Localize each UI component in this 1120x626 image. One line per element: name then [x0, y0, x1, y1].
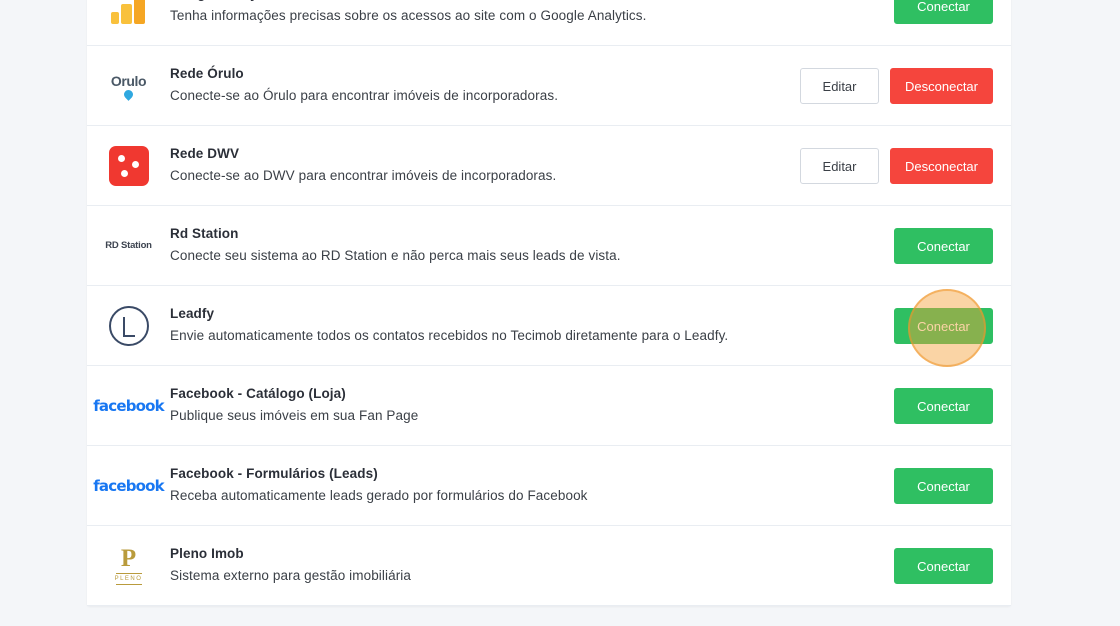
edit-button[interactable]: Editar — [800, 68, 879, 104]
integration-actions — [894, 0, 993, 24]
integration-actions — [800, 148, 993, 184]
integration-actions — [894, 548, 993, 584]
integration-row — [87, 0, 1011, 46]
connect-button[interactable]: Conectar — [894, 468, 993, 504]
integration-text — [170, 145, 800, 186]
integration-title — [170, 0, 894, 3]
integration-text — [170, 225, 894, 266]
integration-title: Facebook - Formulários (Leads) — [170, 466, 378, 481]
integration-description: Conecte-se ao Órulo para encontrar imóveis de incorporadoras. — [170, 88, 559, 103]
integration-logo-cell — [87, 206, 170, 286]
integration-title: Rede Órulo — [170, 66, 244, 81]
integration-description: Envie automaticamente todos os contatos recebidos no Tecimob diretamente para o Leadfy. — [170, 328, 729, 343]
integration-actions — [894, 388, 993, 424]
connect-button[interactable]: Conectar — [894, 228, 993, 264]
integration-text — [170, 305, 894, 346]
integration-row — [87, 446, 1011, 526]
integration-logo-cell — [87, 0, 170, 46]
integration-row — [87, 46, 1011, 126]
connect-button[interactable]: Conectar — [894, 308, 993, 344]
integration-row — [87, 366, 1011, 446]
pleno-imob-logo: P PLENO — [105, 542, 153, 590]
facebook-logo: facebook — [93, 476, 164, 495]
integration-description: Receba automaticamente leads gerado por formulários do Facebook — [170, 488, 588, 503]
integration-title: Facebook - Catálogo (Loja) — [170, 386, 346, 401]
integration-logo-cell — [87, 366, 170, 446]
integration-title: Pleno Imob — [170, 546, 244, 561]
integration-logo-cell — [87, 446, 170, 526]
integration-row — [87, 526, 1011, 606]
integration-row — [87, 206, 1011, 286]
integration-text — [170, 465, 894, 506]
integration-actions — [894, 308, 993, 344]
integration-logo-cell — [87, 46, 170, 126]
integration-row — [87, 126, 1011, 206]
facebook-logo: facebook — [93, 396, 164, 415]
integrations-list — [87, 0, 1011, 606]
connect-button[interactable]: Conectar — [894, 0, 993, 24]
integration-text — [170, 65, 800, 106]
integration-actions — [894, 228, 993, 264]
integration-text — [170, 385, 894, 426]
integration-logo-cell — [87, 126, 170, 206]
integration-description: Conecte-se ao DWV para encontrar imóveis de incorporadoras. — [170, 168, 557, 183]
integration-logo-cell — [87, 526, 170, 606]
disconnect-button[interactable]: Desconectar — [890, 148, 993, 184]
integration-description: Sistema externo para gestão imobiliária — [170, 568, 412, 583]
disconnect-button[interactable]: Desconectar — [890, 68, 993, 104]
integration-description: Tenha informações precisas sobre os acessos ao site com o Google Analytics. — [170, 8, 647, 23]
leadfy-logo — [105, 302, 153, 350]
dwv-logo — [105, 142, 153, 190]
integration-actions — [894, 468, 993, 504]
integration-description: Conecte seu sistema ao RD Station e não perca mais seus leads de vista. — [170, 248, 621, 263]
edit-button[interactable]: Editar — [800, 148, 879, 184]
integration-actions — [800, 68, 993, 104]
integration-title: Rede DWV — [170, 146, 240, 161]
connect-button[interactable]: Conectar — [894, 388, 993, 424]
orulo-logo: Orulo — [105, 62, 153, 110]
integration-text — [170, 0, 894, 26]
google-analytics-logo — [105, 0, 153, 30]
connect-button[interactable]: Conectar — [894, 548, 993, 584]
integration-logo-cell — [87, 286, 170, 366]
integration-title: Leadfy — [170, 306, 215, 321]
integration-text — [170, 545, 894, 586]
rd-station-logo: RD Station — [105, 240, 152, 251]
integration-description: Publique seus imóveis em sua Fan Page — [170, 408, 419, 423]
integration-row — [87, 286, 1011, 366]
integration-title: Rd Station — [170, 226, 239, 241]
